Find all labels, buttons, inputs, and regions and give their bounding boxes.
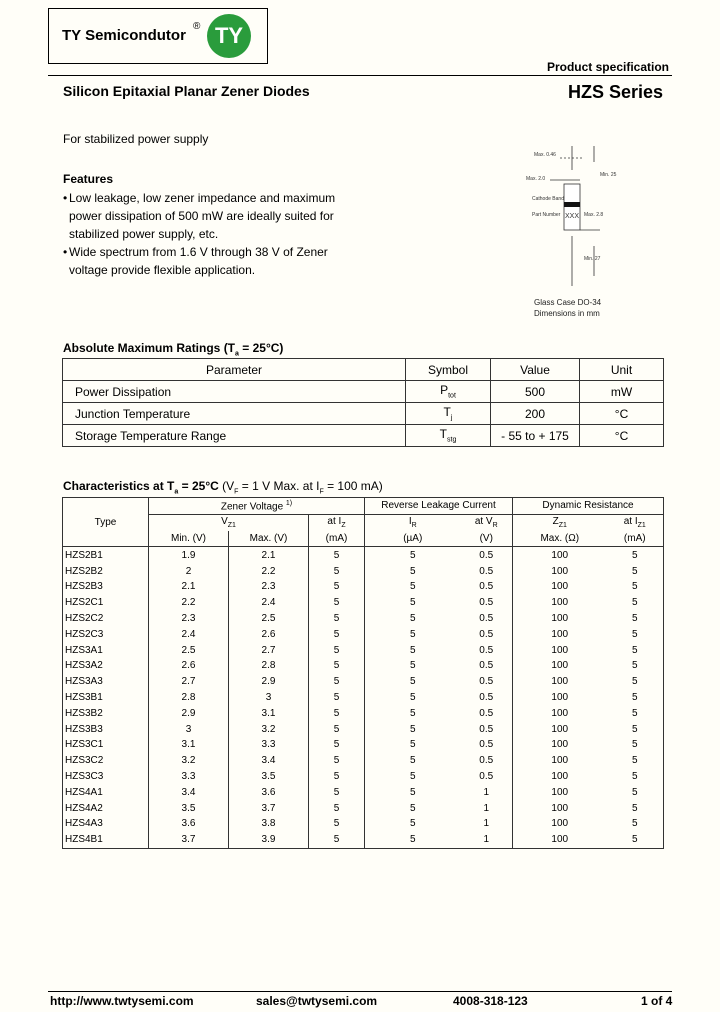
table-row: HZS3C2 3.2 3.4 5 5 0.5 100 5 xyxy=(63,753,664,769)
feature-item: • Wide spectrum from 1.6 V through 38 V of Zener voltage provide flexible application. xyxy=(63,245,328,277)
bullet-icon: • xyxy=(63,245,68,259)
table-row: HZS3B3 3 3.2 5 5 0.5 100 5 xyxy=(63,721,664,737)
table-units-row: Min. (V) Max. (V) (mA) (µA) (V) Max. (Ω) (mA) xyxy=(63,531,664,547)
table-row: HZS2C1 2.2 2.4 5 5 0.5 100 5 xyxy=(63,595,664,611)
characteristics-heading: Characteristics at $T_a = 25^\circ C$ ($V_F = 1$ V Max. at $I_F = 100$ mA) xyxy=(63,479,383,496)
table-row: HZS2C2 2.3 2.5 5 5 0.5 100 5 xyxy=(63,611,664,627)
label-xxx: XXX xyxy=(565,213,580,220)
table-row: HZS3B1 2.8 3 5 5 0.5 100 5 xyxy=(63,690,664,706)
diagram-caption-units: Dimensions in mm xyxy=(534,309,600,318)
characteristics-table xyxy=(62,497,664,849)
footer-email[interactable]: sales@twtysemi.com xyxy=(256,994,378,1008)
document-title: Silicon Epitaxial Planar Zener Diodes xyxy=(63,83,310,99)
table-row: Junction Temperature $T_j$ 200 °C xyxy=(63,403,664,425)
company-name: TY Semicondutor xyxy=(62,27,186,44)
bullet-icon: • xyxy=(63,191,68,205)
company-logo: TY xyxy=(207,14,251,58)
label-max-28: Max. 2.8 xyxy=(584,212,604,218)
table-header-row: Parameter Symbol Value Unit xyxy=(63,359,664,381)
table-row: Power Dissipation $P_{tot}$ 500 mW xyxy=(63,381,664,403)
cathode-band xyxy=(564,202,580,207)
label-max-20: Max. 2.0 xyxy=(526,176,546,182)
table-row: HZS3A1 2.5 2.7 5 5 0.5 100 5 xyxy=(63,642,664,658)
header-divider xyxy=(48,75,672,76)
table-row: HZS2C3 2.4 2.6 5 5 0.5 100 5 xyxy=(63,626,664,642)
features-heading: Features xyxy=(63,172,114,186)
product-spec-label: Product specification xyxy=(546,60,669,74)
abs-max-heading: Absolute Maximum Ratings $(T_a = 25^\circ C)$ xyxy=(63,341,284,358)
table-subheader: $V_{Z1}$ at $I_Z$ $I_R$ at $V_R$ $Z_{Z1}$ at $I_{Z1}$ xyxy=(63,514,664,530)
table-row: HZS4A1 3.4 3.6 5 5 1 100 5 xyxy=(63,784,664,800)
diagram-caption-case: Glass Case DO-34 xyxy=(534,298,602,307)
table-row: HZS4A2 3.5 3.7 5 5 1 100 5 xyxy=(63,800,664,816)
table-row: HZS2B3 2.1 2.3 5 5 0.5 100 5 xyxy=(63,579,664,595)
table-row: HZS4B1 3.7 3.9 5 5 1 100 5 xyxy=(63,832,664,848)
table-row: HZS3B2 2.9 3.1 5 5 0.5 100 5 xyxy=(63,705,664,721)
table-row: HZS3A3 2.7 2.9 5 5 0.5 100 5 xyxy=(63,674,664,690)
footer-url[interactable]: http://www.twtysemi.com xyxy=(50,994,194,1008)
table-row: HZS3C1 3.1 3.3 5 5 0.5 100 5 xyxy=(63,737,664,753)
registered-mark: ® xyxy=(193,21,201,32)
label-min-25b: Min. 27 xyxy=(584,256,601,262)
feature-item: • Low leakage, low zener impedance and maximum power dissipation of 500 mW are ideally suited for stabilized power supply, etc. xyxy=(63,191,336,241)
label-part-number: Part Number xyxy=(532,212,561,218)
label-min-25a: Min. 25 xyxy=(600,172,617,178)
table-row: HZS2B2 2 2.2 5 5 0.5 100 5 xyxy=(63,563,664,579)
table-row: HZS2B1 1.9 2.1 5 5 0.5 100 5 xyxy=(63,547,664,563)
table-row: HZS4A3 3.6 3.8 5 5 1 100 5 xyxy=(63,816,664,832)
label-max-046: Max. 0.46 xyxy=(534,152,556,158)
table-group-header: Type Zener Voltage $^{1)}$ Reverse Leakage Current Dynamic Resistance xyxy=(63,498,664,515)
series-name: HZS Series xyxy=(567,82,663,102)
footer-divider xyxy=(48,991,672,992)
table-row: Storage Temperature Range $T_{stg}$ - 55 to + 175 °C xyxy=(63,425,664,447)
table-row: HZS3A2 2.6 2.8 5 5 0.5 100 5 xyxy=(63,658,664,674)
footer-phone: 4008-318-123 xyxy=(453,994,528,1008)
label-cathode-band: Cathode Band xyxy=(532,196,564,202)
table-row: HZS3C3 3.3 3.5 5 5 0.5 100 5 xyxy=(63,769,664,785)
footer-page-number: 1 of 4 xyxy=(641,994,673,1008)
abs-max-table xyxy=(62,358,664,447)
intro-text: For stabilized power supply xyxy=(63,132,209,146)
